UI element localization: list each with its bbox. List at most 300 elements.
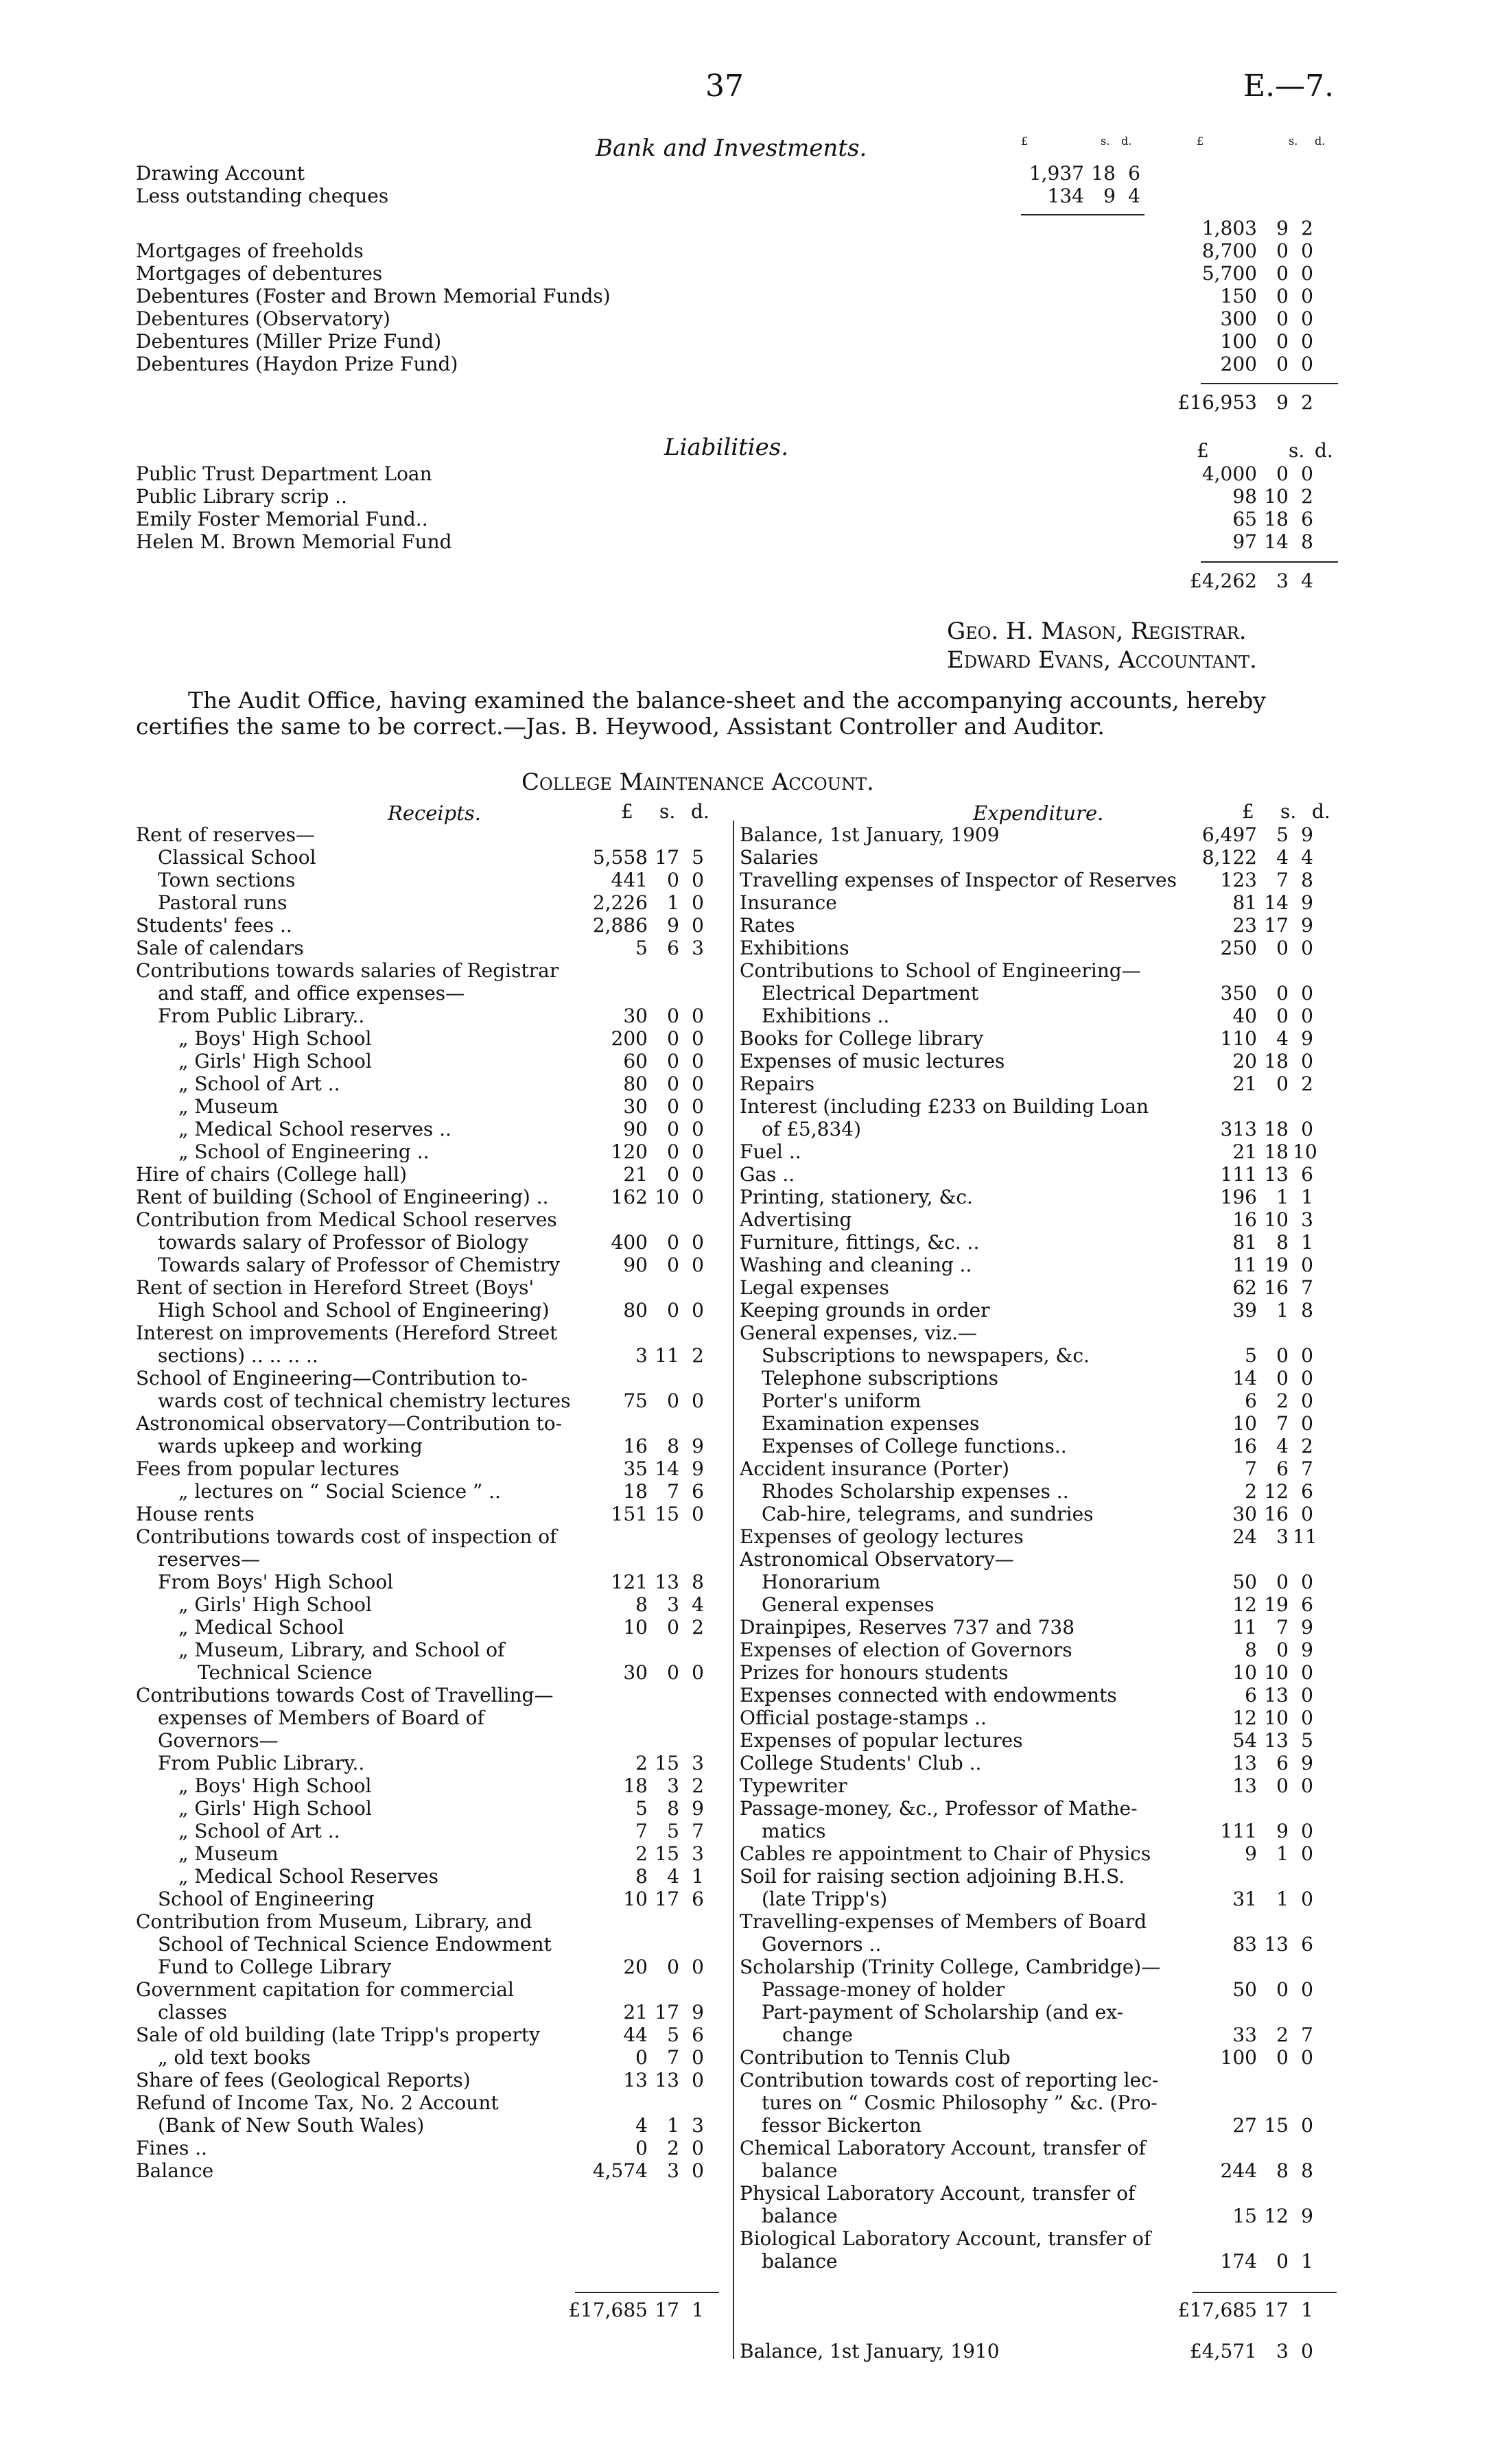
entry-label: Rent of section in Hereford Street (Boys'	[136, 1276, 535, 1299]
expenditure-row	[740, 1389, 1357, 1412]
shillings-value: 1	[1276, 1888, 1289, 1910]
pounds-value: 2,226	[592, 891, 648, 914]
receipt-row	[136, 1118, 727, 1140]
entry-label: Insurance	[740, 891, 837, 914]
pence-value: 6	[1301, 508, 1313, 530]
entry-label: balance	[762, 2250, 838, 2273]
lsd-header: £	[1197, 439, 1209, 462]
receipt-row	[136, 1389, 727, 1412]
pence-value: 5	[1301, 1729, 1313, 1752]
pence-value: 6	[692, 2023, 704, 2046]
pounds-value: 4,574	[592, 2159, 648, 2182]
pence-value: 0	[1301, 1005, 1313, 1027]
receipt-row	[136, 1706, 727, 1729]
shillings-value: 1	[1276, 1299, 1289, 1322]
pence-value: 0	[1301, 239, 1313, 262]
shillings-value: 0	[1276, 353, 1289, 375]
shillings-value: 16	[1264, 1503, 1289, 1525]
receipt-row	[136, 1412, 727, 1435]
entry-label: Travelling expenses of Inspector of Reserves	[740, 869, 1177, 891]
entry-label: „ Museum	[178, 1095, 279, 1118]
bank-row	[136, 217, 1357, 239]
liability-row	[136, 485, 1357, 508]
receipt-row	[136, 1616, 727, 1639]
pence-value: 10	[1293, 1140, 1317, 1163]
entry-label: Expenses connected with endowments	[740, 1684, 1117, 1706]
pounds-value: 81	[1232, 891, 1257, 914]
pounds-value: 16	[1232, 1208, 1257, 1231]
entry-label: Gas ..	[740, 1163, 795, 1186]
receipt-row	[136, 1140, 727, 1163]
pence-header: d.	[691, 800, 709, 823]
shillings-value: 15	[655, 1842, 679, 1865]
entry-label: tures on “ Cosmic Philosophy ” &c. (Pro-	[762, 2091, 1158, 2114]
entry-label: „ Girls' High School	[178, 1050, 372, 1072]
shillings-value: 14	[1264, 530, 1289, 553]
receipt-row	[136, 1322, 727, 1344]
entry-label: Classical School	[158, 846, 316, 869]
shillings-value: 3	[667, 2159, 679, 2182]
bank-row	[136, 162, 1357, 185]
pence-value: 0	[1301, 1367, 1313, 1389]
receipt-row	[136, 1548, 727, 1571]
entry-label: of £5,834)	[762, 1118, 862, 1140]
entry-label: Travelling-expenses of Members of Board	[740, 1910, 1147, 1933]
receipt-row	[136, 2137, 727, 2159]
expenditure-row	[740, 1661, 1357, 1684]
shillings-value: 13	[655, 2069, 679, 2091]
expenditure-row	[740, 1344, 1357, 1367]
pence-header: d.	[1312, 800, 1330, 823]
receipt-row	[136, 1661, 727, 1684]
receipt-row	[136, 1344, 727, 1367]
entry-label: „ old text books	[158, 2046, 311, 2069]
pence-value: 7	[1301, 2023, 1313, 2046]
receipt-row	[136, 1888, 727, 1910]
shillings-value: 17	[655, 2299, 679, 2321]
pounds-value: £4,262	[1190, 570, 1257, 592]
shillings-value: 18	[1264, 1118, 1289, 1140]
pounds-value: 54	[1232, 1729, 1257, 1752]
expenditure-row	[740, 1163, 1357, 1186]
entry-label: sections) .. .. .. ..	[158, 1344, 318, 1367]
pence-value: 9	[1301, 823, 1313, 846]
pence-value: 0	[1301, 2046, 1313, 2069]
entry-label: From Public Library..	[158, 1005, 365, 1027]
expenditure-row	[740, 1797, 1357, 1820]
pounds-value: 300	[1220, 307, 1257, 330]
pence-value: 0	[692, 1027, 704, 1050]
shillings-value: 3	[667, 1774, 679, 1797]
receipt-row	[136, 2069, 727, 2091]
pounds-value: 441	[611, 869, 648, 891]
shillings-subvalue: 9	[1103, 185, 1116, 207]
pounds-value: 18	[623, 1774, 648, 1797]
shillings-value: 7	[667, 1480, 679, 1503]
shillings-value: 10	[1264, 1706, 1289, 1729]
expenditure-row	[740, 2227, 1357, 2250]
shillings-value: 0	[667, 1661, 679, 1684]
pence-value: 8	[1301, 2159, 1313, 2182]
expenditure-row	[740, 1005, 1357, 1027]
pence-value: 4	[1301, 846, 1313, 869]
entry-label: Contributions to School of Engineering—	[740, 959, 1141, 982]
shillings-value: 1	[667, 891, 679, 914]
receipt-row	[136, 2114, 727, 2137]
entry-label: Contribution to Tennis Club	[740, 2046, 1011, 2069]
expenditure-row	[740, 2091, 1357, 2114]
pence-value: 3	[692, 1842, 704, 1865]
expenditure-total-row	[740, 2299, 1357, 2321]
shillings-value: 0	[667, 1072, 679, 1095]
pence-value: 0	[692, 1389, 704, 1412]
entry-label: Salaries	[740, 846, 819, 869]
shillings-value: 15	[655, 1752, 679, 1774]
expenditure-row	[740, 2250, 1357, 2273]
receipt-row	[136, 1933, 727, 1956]
entry-label: Chemical Laboratory Account, transfer of	[740, 2137, 1146, 2159]
entry-label: Debentures (Foster and Brown Memorial Funds)	[136, 285, 611, 307]
shillings-value: 4	[1276, 1027, 1289, 1050]
receipt-row	[136, 1435, 727, 1457]
liabilities-total-row	[136, 570, 1357, 592]
shillings-value: 0	[1276, 307, 1289, 330]
entry-label: Expenses of election of Governors	[740, 1639, 1072, 1661]
expenditure-row	[740, 1571, 1357, 1593]
shillings-value: 0	[667, 1254, 679, 1276]
expenditure-row	[740, 914, 1357, 937]
entry-label: Balance, 1st January, 1909	[740, 823, 1000, 846]
pounds-value: 80	[623, 1072, 648, 1095]
entry-label: Contributions towards Cost of Travelling—	[136, 1684, 554, 1706]
pence-value: 8	[1301, 1299, 1313, 1322]
entry-label: School of Engineering	[158, 1888, 375, 1910]
lsd-header: £	[1197, 134, 1204, 148]
receipt-row	[136, 823, 727, 846]
registrar-signature: Geo. H. Mason, Registrar.	[947, 618, 1247, 645]
pence-value: 2	[692, 1616, 704, 1639]
shillings-value: 0	[1276, 462, 1289, 485]
entry-label: Astronomical Observatory—	[740, 1548, 1014, 1571]
shillings-value: 0	[1276, 330, 1289, 353]
receipt-row	[136, 1797, 727, 1820]
expenditure-row	[740, 959, 1357, 982]
entry-label: From Public Library..	[158, 1752, 365, 1774]
entry-label: Mortgages of freeholds	[136, 239, 364, 262]
shillings-subvalue: 18	[1091, 162, 1116, 185]
audit-line-2: certifies the same to be correct.—Jas. B. Heywood, Assistant Controller and Auditor.	[136, 713, 1105, 740]
pounds-value: 7	[635, 1820, 648, 1842]
pence-value: 0	[1301, 262, 1313, 285]
pence-value: 0	[692, 891, 704, 914]
pounds-value: 250	[1220, 937, 1257, 959]
expenditure-row	[740, 2182, 1357, 2205]
entry-label: Drainpipes, Reserves 737 and 738	[740, 1616, 1075, 1639]
entry-label: Balance	[136, 2159, 214, 2182]
entry-label: Soil for raising section adjoining B.H.S.	[740, 1865, 1125, 1888]
lsd-header: d.	[1121, 134, 1132, 148]
shillings-value: 0	[667, 1231, 679, 1254]
shillings-value: 18	[1264, 1140, 1289, 1163]
pence-value: 3	[692, 2114, 704, 2137]
entry-label: Part-payment of Scholarship (and ex-	[762, 2001, 1124, 2023]
entry-label: Scholarship (Trinity College, Cambridge)—	[740, 1956, 1161, 1978]
entry-label: Electrical Department	[762, 982, 979, 1005]
pence-value: 0	[1301, 2340, 1313, 2362]
receipt-row	[136, 1910, 727, 1933]
pence-value: 0	[1301, 1571, 1313, 1593]
shillings-value: 18	[1264, 508, 1289, 530]
entry-label: Public Library scrip ..	[136, 485, 347, 508]
audit-statement	[136, 688, 1357, 740]
shillings-value: 9	[1276, 217, 1289, 239]
pounds-value: 90	[623, 1254, 648, 1276]
entry-label: change	[782, 2023, 853, 2046]
pence-value: 0	[1301, 307, 1313, 330]
pounds-value: 111	[1220, 1820, 1257, 1842]
expenditure-row	[740, 1435, 1357, 1457]
entry-label: Printing, stationery, &c.	[740, 1186, 973, 1208]
pounds-value: 16	[1232, 1435, 1257, 1457]
pounds-value: 4,000	[1201, 462, 1257, 485]
pounds-value: 8,122	[1201, 846, 1257, 869]
pounds-value: 21	[623, 2001, 648, 2023]
total-rule	[1201, 383, 1338, 384]
pence-value: 2	[1301, 217, 1313, 239]
shillings-value: 0	[1276, 1978, 1289, 2001]
expenditure-row	[740, 2114, 1357, 2137]
entry-label: Porter's uniform	[762, 1389, 921, 1412]
entry-label: Rhodes Scholarship expenses ..	[762, 1480, 1069, 1503]
entry-label: Interest on improvements (Hereford Street	[136, 1322, 558, 1344]
pence-value: 0	[1301, 1503, 1313, 1525]
entry-label: Contributions towards cost of inspection of	[136, 1525, 557, 1548]
entry-label: „ Medical School Reserves	[178, 1865, 438, 1888]
expenditure-row	[740, 1457, 1357, 1480]
entry-label: „ Girls' High School	[178, 1797, 372, 1820]
pence-value: 0	[692, 1299, 704, 1322]
entry-label: Governors—	[158, 1729, 279, 1752]
pounds-value: £4,571	[1190, 2340, 1257, 2362]
pence-value: 6	[1301, 1593, 1313, 1616]
pounds-value: 21	[623, 1163, 648, 1186]
entry-label: Less outstanding cheques	[136, 185, 389, 207]
entry-label: Washing and cleaning ..	[740, 1254, 972, 1276]
pounds-value: 2	[635, 1842, 648, 1865]
pence-value: 3	[692, 1752, 704, 1774]
pence-value: 9	[1301, 1616, 1313, 1639]
entry-label: Telephone subscriptions	[762, 1367, 999, 1389]
receipt-row	[136, 2023, 727, 2046]
pence-subvalue: 6	[1128, 162, 1140, 185]
shillings-value: 1	[1276, 1186, 1289, 1208]
pounds-value: 13	[1232, 1752, 1257, 1774]
shillings-value: 1	[1276, 1842, 1289, 1865]
entry-label: Drawing Account	[136, 162, 305, 185]
shillings-value: 0	[667, 1299, 679, 1322]
closing-balance-row	[740, 2340, 1357, 2362]
entry-label: Balance, 1st January, 1910	[740, 2340, 1000, 2362]
pence-value: 0	[1301, 462, 1313, 485]
pence-value: 0	[1301, 1050, 1313, 1072]
expenditure-row	[740, 891, 1357, 914]
pounds-value: 44	[623, 2023, 648, 2046]
expenditure-row	[740, 1140, 1357, 1163]
expenditure-row	[740, 1299, 1357, 1322]
entry-label: matics	[762, 1820, 826, 1842]
shillings-value: 8	[1276, 2159, 1289, 2182]
entry-label: Students' fees ..	[136, 914, 292, 937]
entry-label: Contribution from Medical School reserves	[136, 1208, 557, 1231]
shillings-value: 0	[1276, 1344, 1289, 1367]
pence-value: 3	[1301, 1208, 1313, 1231]
shillings-value: 17	[1264, 2299, 1289, 2321]
shillings-value: 10	[1264, 485, 1289, 508]
receipt-row	[136, 1186, 727, 1208]
entry-label: Expenses of popular lectures	[740, 1729, 1023, 1752]
expenditure-row	[740, 1276, 1357, 1299]
pence-value: 0	[692, 1095, 704, 1118]
receipt-row	[136, 2046, 727, 2069]
expenditure-row	[740, 1322, 1357, 1344]
entry-label: Town sections	[158, 869, 296, 891]
pounds-value: 5	[1245, 1344, 1257, 1367]
receipt-row	[136, 1367, 727, 1389]
pounds-value: 2,886	[592, 914, 648, 937]
receipt-row	[136, 1457, 727, 1480]
entry-label: Debentures (Miller Prize Fund)	[136, 330, 442, 353]
bank-section	[136, 134, 1357, 425]
expenditure-row	[740, 2023, 1357, 2046]
entry-label: Interest (including £233 on Building Loan	[740, 1095, 1149, 1118]
shillings-value: 13	[655, 1571, 679, 1593]
pence-value: 9	[692, 2001, 704, 2023]
pounds-value: 11	[1232, 1254, 1257, 1276]
shillings-value: 0	[667, 1027, 679, 1050]
shillings-value: 17	[1264, 914, 1289, 937]
pounds-value: 5	[635, 937, 648, 959]
entry-label: balance	[762, 2205, 838, 2227]
expenditure-row	[740, 1888, 1357, 1910]
entry-label: Fuel ..	[740, 1140, 801, 1163]
liabilities-title: Liabilities.	[664, 434, 789, 461]
entry-label: Rent of building (School of Engineering) ..	[136, 1186, 549, 1208]
shillings-value: 8	[1276, 1231, 1289, 1254]
receipt-row	[136, 1095, 727, 1118]
entry-label: „ lectures on “ Social Science ” ..	[178, 1480, 501, 1503]
pounds-value: 350	[1220, 982, 1257, 1005]
shillings-value: 9	[667, 914, 679, 937]
shillings-value: 0	[667, 1050, 679, 1072]
pence-value: 4	[1301, 570, 1313, 592]
lsd-header: s.	[1101, 134, 1110, 148]
entry-label: Biological Laboratory Account, transfer of	[740, 2227, 1151, 2250]
pence-value: 0	[1301, 1888, 1313, 1910]
expenditure-row	[740, 1639, 1357, 1661]
shillings-value: 0	[667, 1956, 679, 1978]
shillings-value: 9	[1276, 391, 1289, 414]
pounds-value: 16	[623, 1435, 648, 1457]
receipt-row	[136, 1842, 727, 1865]
receipt-row	[136, 1525, 727, 1548]
pounds-value: 40	[1232, 1005, 1257, 1027]
pounds-value: 62	[1232, 1276, 1257, 1299]
receipt-row	[136, 959, 727, 982]
shillings-value: 5	[1276, 823, 1289, 846]
pounds-value: 27	[1232, 2114, 1257, 2137]
pounds-value: 200	[1220, 353, 1257, 375]
receipt-row	[136, 1276, 727, 1299]
receipt-row	[136, 869, 727, 891]
pounds-value: 30	[623, 1005, 648, 1027]
pence-value: 0	[1301, 353, 1313, 375]
pounds-value: 10	[1232, 1412, 1257, 1435]
entry-label: Official postage-stamps ..	[740, 1706, 987, 1729]
entry-label: „ School of Engineering ..	[178, 1140, 430, 1163]
pence-value: 9	[1301, 2205, 1313, 2227]
pence-value: 2	[1301, 485, 1313, 508]
pence-value: 2	[692, 1344, 704, 1367]
entry-label: Contributions towards salaries of Registrar	[136, 959, 559, 982]
expenditure-row	[740, 869, 1357, 891]
pence-value: 1	[1301, 2299, 1313, 2321]
pounds-value: £17,685	[568, 2299, 648, 2321]
entry-label: School of Engineering—Contribution to-	[136, 1367, 528, 1389]
receipt-row	[136, 914, 727, 937]
entry-label: Pastoral runs	[158, 891, 287, 914]
receipts-total-row	[136, 2299, 727, 2321]
entry-label: „ Medical School	[178, 1616, 344, 1639]
shillings-value: 7	[667, 2046, 679, 2069]
expenditure-row	[740, 2159, 1357, 2182]
receipt-row	[136, 982, 727, 1005]
entry-label: Public Trust Department Loan	[136, 462, 432, 485]
entry-label: „ Boys' High School	[178, 1774, 372, 1797]
pounds-value: 80	[623, 1299, 648, 1322]
shillings-value: 10	[1264, 1661, 1289, 1684]
shillings-value: 12	[1264, 1480, 1289, 1503]
liability-row	[136, 530, 1357, 553]
pence-value: 1	[1301, 2250, 1313, 2273]
pence-value: 0	[1301, 1254, 1313, 1276]
pounds-value: 12	[1232, 1593, 1257, 1616]
shillings-value: 0	[667, 1140, 679, 1163]
pounds-value: 150	[1220, 285, 1257, 307]
pounds-value: 400	[611, 1231, 648, 1254]
shillings-header: s.	[659, 800, 676, 823]
pence-value: 1	[1301, 1186, 1313, 1208]
pence-value: 7	[1301, 1457, 1313, 1480]
shillings-value: 6	[667, 937, 679, 959]
shillings-value: 2	[667, 2137, 679, 2159]
entry-label: „ School of Art ..	[178, 1820, 340, 1842]
shillings-value: 0	[667, 869, 679, 891]
pounds-value: 18	[623, 1480, 648, 1503]
receipt-row	[136, 1050, 727, 1072]
bank-row	[136, 330, 1357, 353]
pence-value: 0	[692, 1186, 704, 1208]
entry-label: Debentures (Haydon Prize Fund)	[136, 353, 458, 375]
shillings-value: 0	[1276, 1072, 1289, 1095]
shillings-value: 6	[1276, 1752, 1289, 1774]
entry-label: House rents	[136, 1503, 255, 1525]
expenditure-row	[740, 2046, 1357, 2069]
shillings-value: 4	[1276, 1435, 1289, 1457]
pence-value: 0	[692, 1118, 704, 1140]
shillings-value: 0	[667, 1616, 679, 1639]
expenditure-heading: Expenditure.	[973, 801, 1104, 825]
shillings-value: 7	[1276, 1412, 1289, 1435]
